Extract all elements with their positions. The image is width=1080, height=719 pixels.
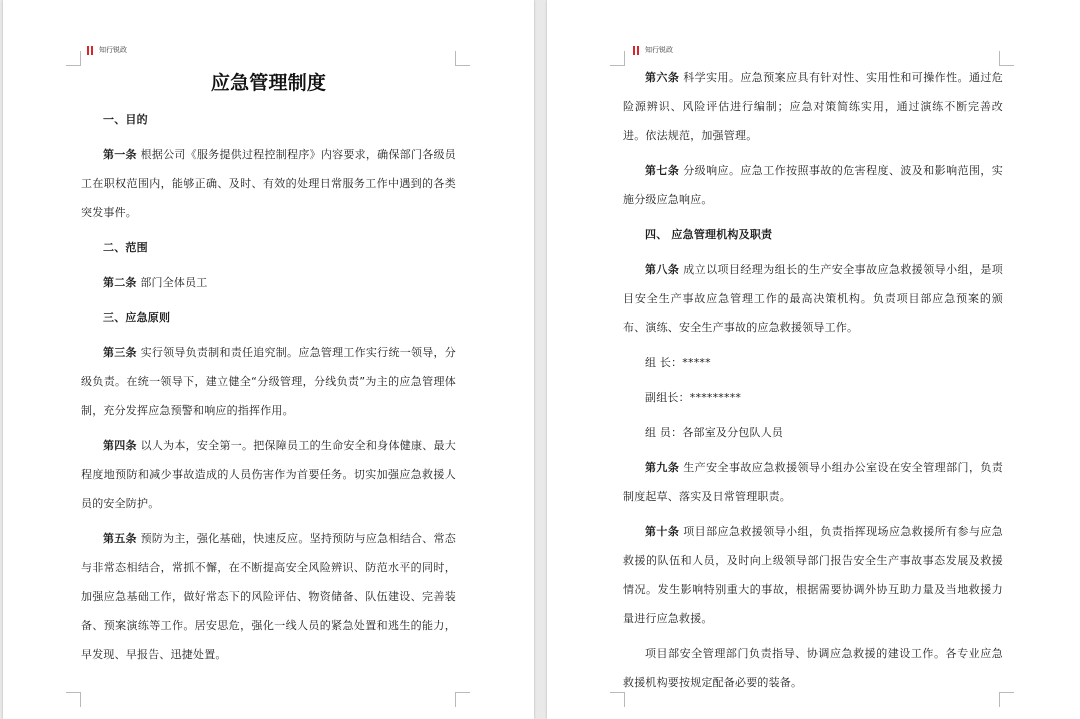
closing-paragraph: 项目部安全管理部门负责指导、协调应急救援的建设工作。各专业应急救援机构要按规定配备必要的装备。 xyxy=(623,647,1003,689)
article-paragraph xyxy=(623,255,1003,342)
article-paragraph xyxy=(623,63,1003,150)
article-paragraph xyxy=(81,524,456,669)
article-paragraph xyxy=(623,156,1003,214)
article-label: 第七条 xyxy=(645,164,680,177)
article-label: 第四条 xyxy=(103,439,137,452)
article-paragraph xyxy=(623,453,1003,511)
article-paragraph xyxy=(81,338,456,425)
article-paragraph xyxy=(81,431,456,518)
article-label: 第九条 xyxy=(645,461,680,474)
document-page-right xyxy=(547,0,1080,719)
article-label: 第八条 xyxy=(645,263,680,276)
article-label: 第十条 xyxy=(645,525,680,538)
team-deputy-line: 副组长：********* xyxy=(645,391,742,404)
section-heading: 三、应急原则 xyxy=(103,311,171,324)
header-logo xyxy=(633,44,673,56)
article-label: 第五条 xyxy=(103,532,137,545)
article-paragraph xyxy=(623,517,1003,633)
logo-bars-icon xyxy=(87,46,95,55)
page-content-left xyxy=(81,72,456,675)
article-paragraph xyxy=(81,140,456,227)
article-text: 根据公司《服务提供过程控制程序》内容要求，确保部门各级员工在职权范围内，能够正确、及时、有效的处理日常服务工作中遇到的各类突发事件。 xyxy=(81,148,456,219)
article-text: 科学实用。应急预案应具有针对性、实用性和可操作性。通过危险源辨识、风险评估进行编制；应急对策简练实用，通过演练不断完善改进。依法规范，加强管理。 xyxy=(623,71,1003,142)
document-page-left xyxy=(3,0,534,719)
header-logo xyxy=(87,44,127,56)
section-heading: 一、目的 xyxy=(103,113,148,126)
crop-mark-top-right xyxy=(455,51,470,66)
header-logo-text: 知行锐政 xyxy=(645,46,673,54)
article-text: 分级响应。应急工作按照事故的危害程度、波及和影响范围，实施分级应急响应。 xyxy=(623,164,1003,206)
article-label: 第三条 xyxy=(103,346,137,359)
logo-bars-icon xyxy=(633,46,641,55)
article-text: 预防为主，强化基础，快速反应。坚持预防与应急相结合、常态与非常态相结合，常抓不懈，在不断提高安全风险辨识、防范水平的同时，加强应急基础工作，做好常态下的风险评估、物资储备、队伍建设、完善装备、预案演练等工作。居安思危，强化一线人员的紧急处置和逃生的能力，早发现、早报告、迅捷处置。 xyxy=(81,532,456,661)
section-heading: 二、范围 xyxy=(103,241,148,254)
crop-mark-bottom-right xyxy=(455,692,470,707)
article-text: 项目部应急救援领导小组，负责指挥现场应急救援所有参与应急救援的队伍和人员，及时向上级领导部门报告安全生产事故事态发展及救援情况。发生影响特别重大的事故，根据需要协调外协互助力量及当地救援力量进行应急救援。 xyxy=(623,525,1003,625)
header-logo-text: 知行锐政 xyxy=(99,46,127,54)
article-text: 成立以项目经理为组长的生产安全事故应急救援领导小组，是项目安全生产事故应急管理工作的最高决策机构。负责项目部应急预案的颁布、演练、安全生产事故的应急救援领导工作。 xyxy=(623,263,1003,334)
article-paragraph xyxy=(81,268,456,297)
team-leader-line: 组 长：***** xyxy=(645,356,711,369)
article-label: 第二条 xyxy=(103,276,137,289)
article-text: 以人为本，安全第一。把保障员工的生命安全和身体健康、最大程度地预防和减少事故造成的人员伤害作为首要任务。切实加强应急救援人员的安全防护。 xyxy=(81,439,456,510)
page-content-right xyxy=(623,63,1003,703)
article-text: 生产安全事故应急救援领导小组办公室设在安全管理部门，负责制度起草、落实及日常管理职责。 xyxy=(623,461,1003,503)
article-text: 部门全体员工 xyxy=(140,276,208,289)
article-label: 第六条 xyxy=(645,71,680,84)
article-text: 实行领导负责制和责任追究制。应急管理工作实行统一领导，分级负责。在统一领导下，建立健全“分级管理，分线负责”为主的应急管理体制，充分发挥应急预警和响应的指挥作用。 xyxy=(81,346,456,417)
article-label: 第一条 xyxy=(103,148,137,161)
section-heading: 四、 应急管理机构及职责 xyxy=(645,228,773,241)
crop-mark-top-left xyxy=(66,51,81,66)
crop-mark-bottom-left xyxy=(66,692,81,707)
document-title: 应急管理制度 xyxy=(210,72,327,94)
team-members-line: 组 员：各部室及分包队人员 xyxy=(645,426,784,439)
